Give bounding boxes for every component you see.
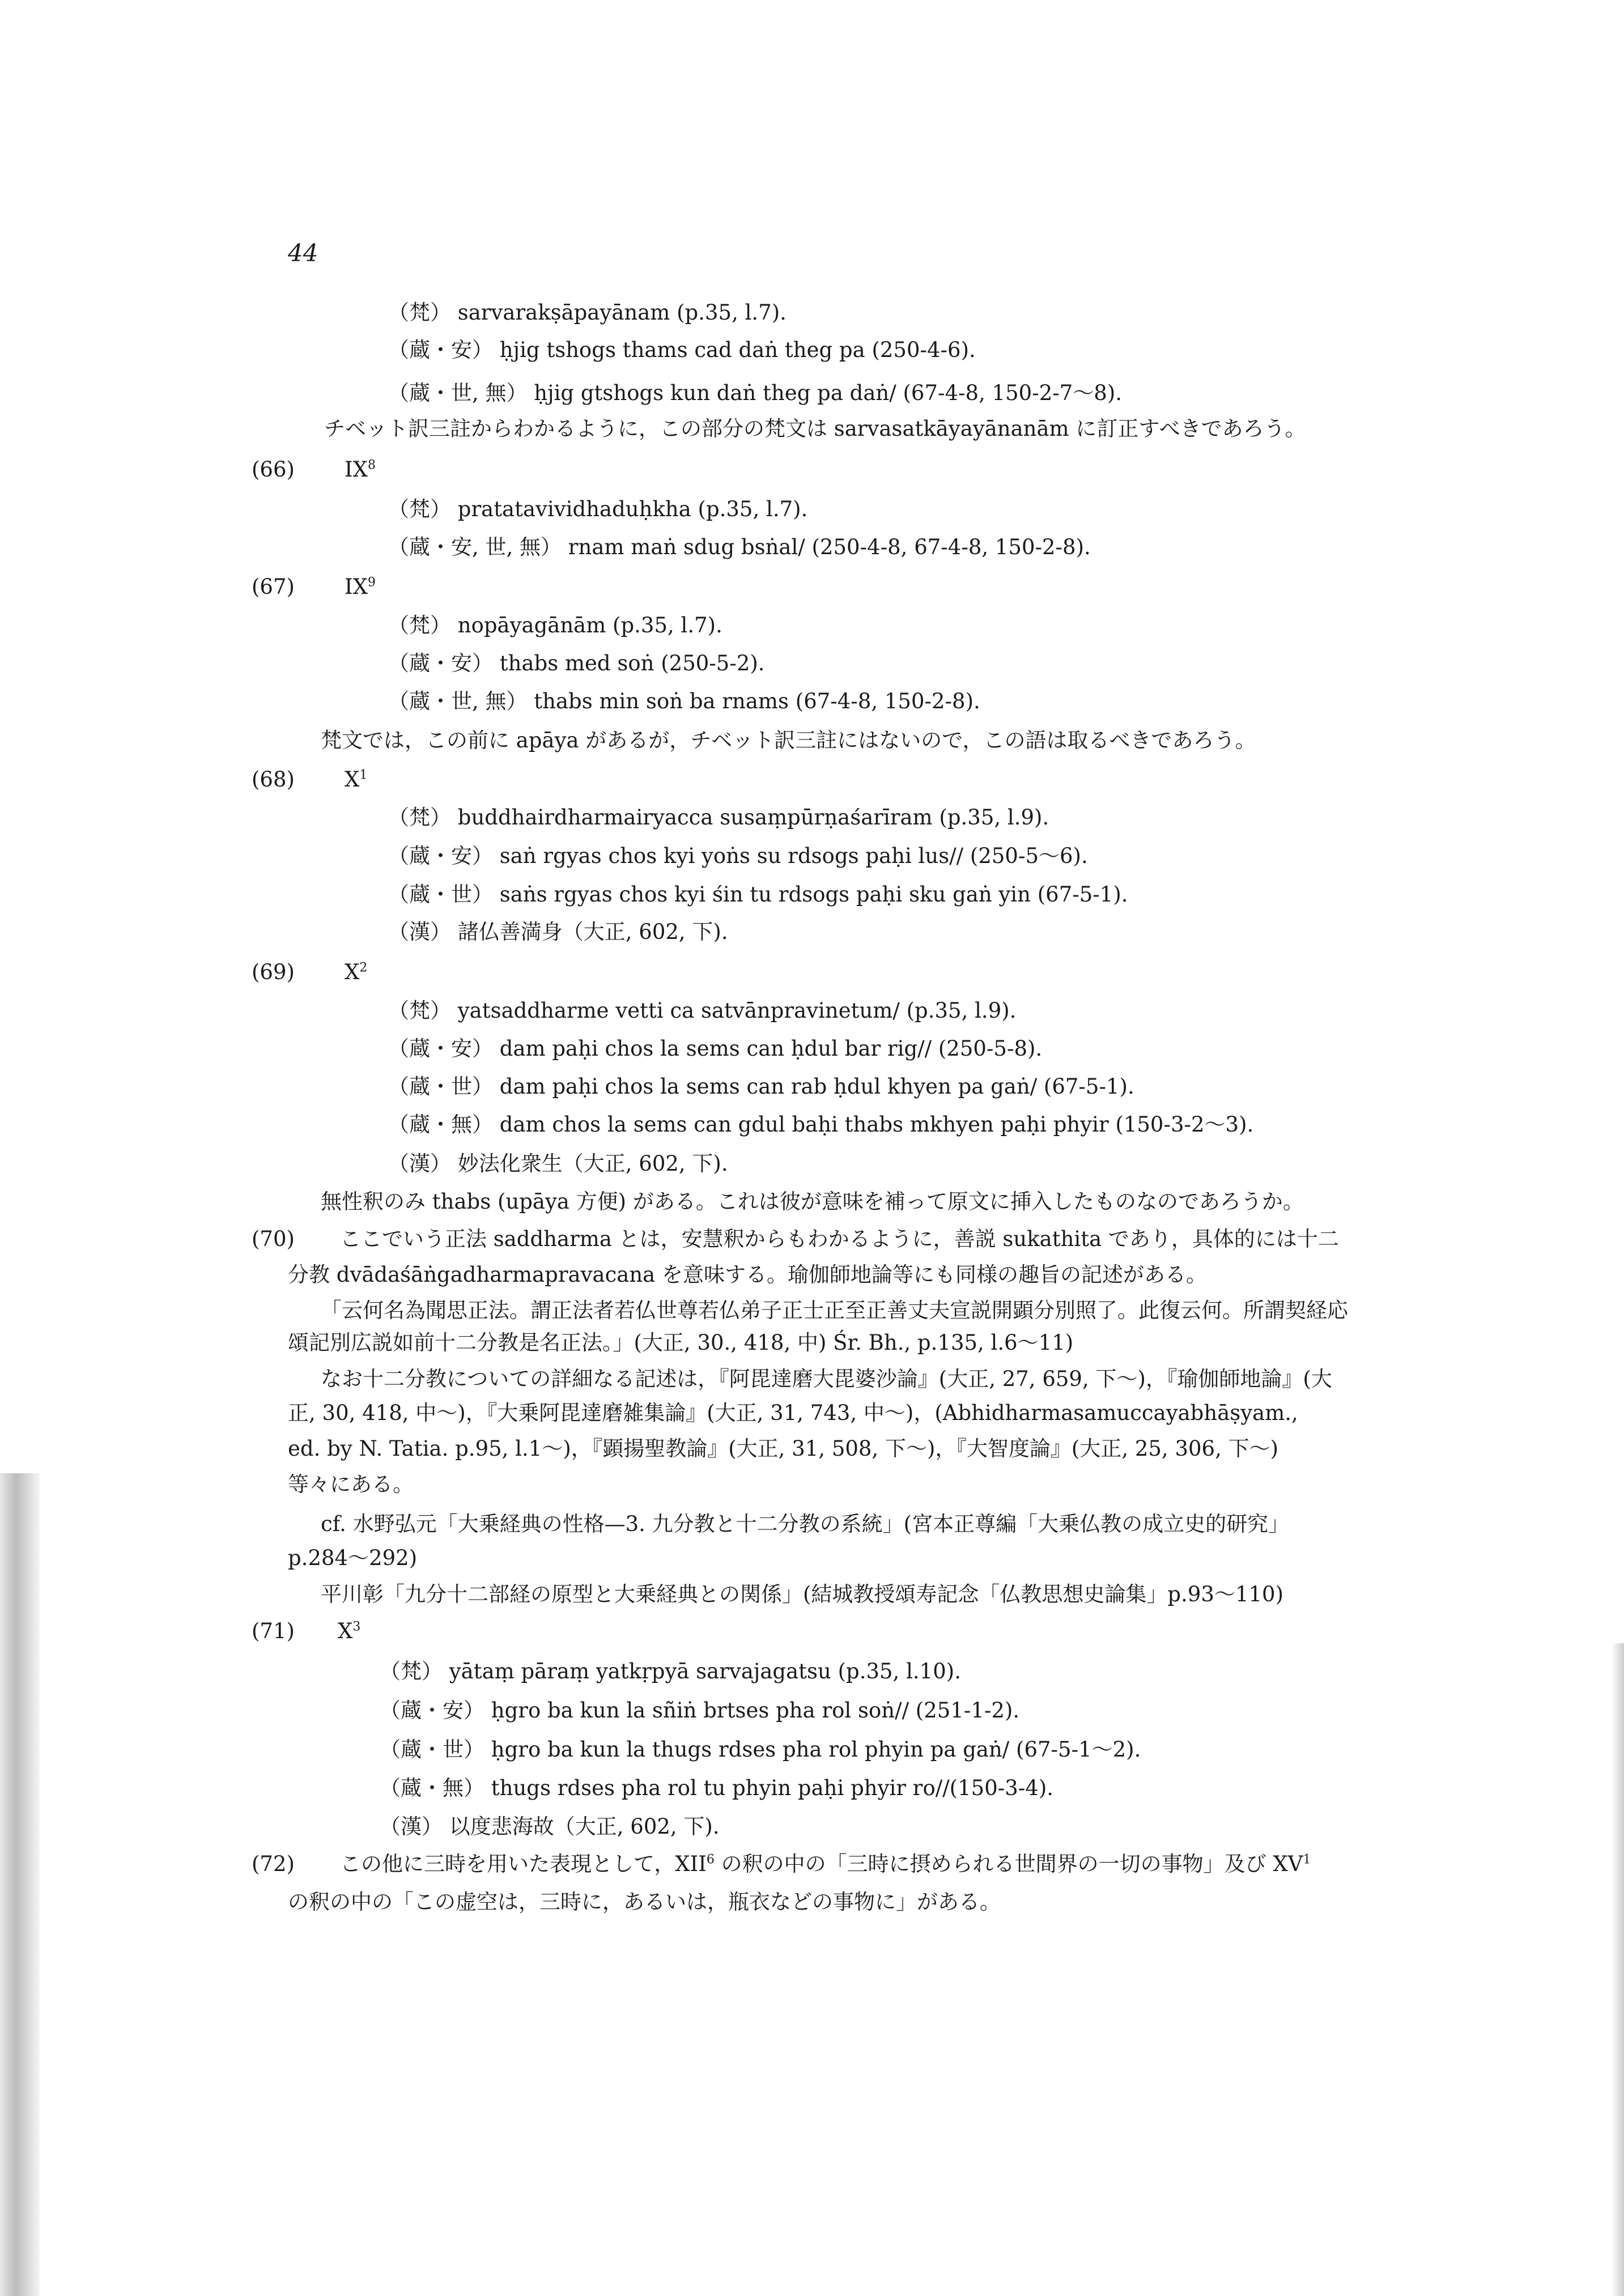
verse-ref-sup: 2: [359, 960, 368, 975]
line-70-6: 正, 30, 418, 中〜)，『大乗阿毘達磨雑集論』(大正, 31, 743, 中〜)，(Abhidharmasamuccayabhāṣyam.,: [288, 1401, 1298, 1425]
scan-edge-right: [1612, 1643, 1624, 2296]
line-71-tib-se: （蔵・世） ḥgro ba kun la thugs rdses pha rol phyin pa gaṅ/ (67-5-1〜2).: [380, 1737, 1141, 1762]
line-68-skt: （梵） buddhairdharmairyacca susaṃpūrṇaśarīram (p.35, l.9).: [388, 805, 1049, 830]
line-70-9: cf. 水野弘元「大乗経典の性格—3. 九分教と十二分教の系統」(宮本正尊編「大乗仏教の成立史的研究」: [321, 1512, 1290, 1536]
line-71-tib-an: （蔵・安） ḥgro ba kun la sñiṅ brtses pha rol soṅ// (251-1-2).: [380, 1698, 1020, 1723]
note-number-67: (67): [252, 575, 295, 599]
line-68-tib-se: （蔵・世） saṅs rgyas chos kyi śin tu rdsogs paḥi sku gaṅ yin (67-5-1).: [388, 882, 1128, 907]
line-66-tib: （蔵・安, 世, 無） rnam maṅ sdug bsṅal/ (250-4-8, 67-4-8, 150-2-8).: [388, 535, 1091, 559]
line-67-note: 梵文では，この前に apāya があるが，チベット訳三註にはないので，この語は取るべきであろう。: [321, 728, 1256, 752]
verse-ref-sup: 1: [1303, 1852, 1311, 1867]
verse-ref-66: [345, 456, 376, 483]
verse-ref-67: [345, 573, 376, 601]
verse-ref-sup: 9: [367, 575, 376, 590]
line-70-5: なお十二分教についての詳細なる記述は，『阿毘達磨大毘婆沙論』(大正, 27, 659, 下〜)，『瑜伽師地論』(大: [321, 1367, 1332, 1391]
verse-ref-sup: 3: [352, 1619, 361, 1634]
line-69-tib-se: （蔵・世） dam paḥi chos la sems can rab ḥdul khyen pa gaṅ/ (67-5-1).: [388, 1074, 1134, 1099]
note-number-72: (72): [252, 1852, 295, 1876]
verse-ref-roman: X: [345, 960, 360, 984]
verse-ref-roman: X: [345, 767, 360, 792]
line-68-tib-an: （蔵・安） saṅ rgyas chos kyi yoṅs su rdsogs paḥi lus// (250-5〜6).: [388, 844, 1088, 868]
note-number-66: (66): [252, 457, 295, 482]
line-69-note: 無性釈のみ thabs (upāya 方便) がある。これは彼が意味を補って原文に挿入したものなのであろうか。: [321, 1189, 1304, 1214]
line-69-tib-mu: （蔵・無） dam chos la sems can gdul baḥi thabs mkhyen paḥi phyir (150-3-2〜3).: [388, 1112, 1254, 1137]
verse-ref-sup: 8: [367, 458, 376, 473]
line-67-skt: （梵） nopāyagānām (p.35, l.7).: [388, 613, 722, 637]
verse-ref-68: [345, 766, 367, 793]
note-number-68: (68): [252, 767, 295, 792]
line-65-tib-se-mu: （蔵・世, 無） ḥjig gtshogs kun daṅ theg pa daṅ/ (67-4-8, 150-2-7〜8).: [388, 381, 1123, 405]
note-number-70: (70): [252, 1227, 295, 1251]
line-72-text-b: の釈の中の「三時に摂められる世間界の一切の事物」及び XV: [721, 1852, 1303, 1876]
line-65-tib-an: （蔵・安） ḥjig tshogs thams cad daṅ theg pa (250-4-6).: [388, 338, 976, 362]
line-68-chinese: （漢） 諸仏善満身（大正, 602, 下).: [388, 920, 728, 944]
verse-ref-69: [345, 959, 367, 986]
line-72-text-a: この他に三時を用いた表現として，XII: [340, 1852, 707, 1876]
line-70-1: ここでいう正法 saddharma とは，安慧釈からもわかるように，善説 sukathita であり，具体的には十二: [340, 1227, 1339, 1251]
line-67-tib-se-mu: （蔵・世, 無） thabs min soṅ ba rnams (67-4-8, 150-2-8).: [388, 689, 980, 713]
line-65-note: チベット訳三註からわかるように，この部分の梵文は sarvasatkāyayānanām に訂正すべきであろう。: [324, 416, 1306, 441]
line-69-tib-an: （蔵・安） dam paḥi chos la sems can ḥdul bar rig// (250-5-8).: [388, 1036, 1043, 1061]
page-number: 44: [288, 239, 318, 267]
line-71-chinese: （漢） 以度悲海故（大正, 602, 下).: [380, 1814, 720, 1839]
line-65-skt: （梵） sarvarakṣāpayānam (p.35, l.7).: [388, 300, 787, 325]
verse-ref-sup: 6: [706, 1852, 715, 1867]
line-69-chinese: （漢） 妙法化衆生（大正, 602, 下).: [388, 1151, 728, 1176]
note-number-69: (69): [252, 960, 295, 984]
line-71-tib-mu: （蔵・無） thugs rdses pha rol tu phyin paḥi phyir ro//(150-3-4).: [380, 1776, 1054, 1800]
verse-ref-roman: X: [338, 1619, 353, 1643]
scan-edge-left: [0, 1473, 40, 2296]
line-70-11: 平川彰「九分十二部経の原型と大乗経典との関係」(結城教授頌寿記念「仏教思想史論集」p.93〜110): [321, 1582, 1284, 1606]
line-70-2: 分教 dvādaśāṅgadharmapravacana を意味する。瑜伽師地論等にも同様の趣旨の記述がある。: [288, 1262, 1208, 1287]
line-70-10: p.284〜292): [288, 1546, 418, 1570]
line-70-7: ed. by N. Tatia. p.95, l.1〜)，『顕揚聖教論』(大正, 31, 508, 下〜)，『大智度論』(大正, 25, 306, 下〜): [288, 1436, 1279, 1461]
line-67-tib-an: （蔵・安） thabs med soṅ (250-5-2).: [388, 651, 765, 675]
line-72-1: [340, 1851, 1311, 1878]
verse-ref-roman: IX: [345, 457, 368, 482]
line-72-2: の釈の中の「この虚空は，三時に，あるいは，瓶衣などの事物に」がある。: [288, 1890, 1001, 1914]
verse-ref-roman: IX: [345, 575, 368, 599]
verse-ref-71: [338, 1618, 360, 1645]
line-69-skt: （梵） yatsaddharme vetti ca satvānpravinetum/ (p.35, l.9).: [388, 998, 1017, 1023]
line-70-4: 頌記別広説如前十二分教是名正法。」(大正, 30., 418, 中) Śr. Bh., p.135, l.6〜11): [288, 1330, 1074, 1355]
line-70-3: 「云何名為聞思正法。謂正法者若仏世尊若仏弟子正士正至正善丈夫宣説開顕分別照了。此復云何。所謂契経応: [321, 1298, 1348, 1323]
line-70-8: 等々にある。: [288, 1472, 414, 1496]
line-66-skt: （梵） pratatavividhaduḥkha (p.35, l.7).: [388, 497, 808, 521]
verse-ref-sup: 1: [359, 768, 368, 783]
line-71-skt: （梵） yātaṃ pāraṃ yatkṛpyā sarvajagatsu (p.35, l.10).: [380, 1659, 961, 1683]
note-number-71: (71): [252, 1619, 295, 1643]
